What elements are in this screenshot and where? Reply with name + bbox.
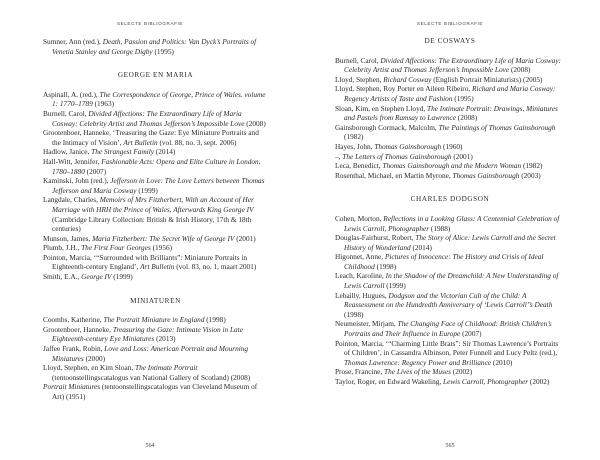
- right-page: [300, 0, 600, 460]
- entry-title: The Intimate Portrait: [135, 363, 198, 373]
- bibliography-entry: [43, 272, 268, 282]
- bibliography-entry: [43, 157, 268, 176]
- entry-details: (1995): [452, 93, 474, 103]
- entry-author: Pointon, Marcia, ‘“Charming Little Brats”: Sir Thomas Lawrence’s Portraits of Children’, in Cassandra Albinson, Peter Funnell and Lucy Peltz (red.),: [335, 338, 559, 358]
- entry-details: (2014): [154, 147, 176, 157]
- entry-details: (2010): [491, 357, 513, 367]
- entry-author: Sloan, Kim, en Stephen Lloyd,: [335, 103, 428, 113]
- bibliography-entry: [335, 152, 565, 162]
- bibliography-entry: [335, 142, 565, 152]
- entry-title: Fashionable Acts: Opera and Elite Culture in London, 1780–1880: [52, 156, 261, 176]
- running-head: SELECTE BIBLIOGRAFIE: [416, 21, 484, 26]
- entry-details: (vol. 88, no. 3, sept. 2006): [157, 137, 237, 147]
- entry-details: (vol. 83, no. 1, maart 2001): [174, 262, 257, 272]
- entry-title: Thomas Lawrence: Regency Power and Brilliance: [344, 357, 492, 367]
- entry-author: Coombs, Katherine,: [43, 315, 104, 325]
- entry-author: Kaminski, John (red.),: [43, 176, 111, 186]
- entry-author: Grootenboer, Hanneke,: [43, 324, 113, 334]
- bibliography-entry: [335, 377, 565, 387]
- entry-title: In the Shadow of the Dreamchild: A New Understanding of Lewis Carroll: [344, 271, 559, 291]
- entry-author: Leach, Karoline,: [335, 271, 386, 281]
- bibliography-entry: [335, 214, 565, 233]
- entry-title: Thomas Gainsborough: [452, 170, 520, 180]
- entry-details: (2007): [460, 329, 482, 339]
- entry-author: Burnell, Carol,: [43, 108, 89, 118]
- entry-author: Hadlow, Janice,: [43, 147, 92, 157]
- entry-details: (tentoonstellingscatalogus van Cleveland Museum of Art) (1951): [52, 382, 258, 401]
- bibliography-entry: [335, 233, 565, 252]
- entry-author: Cohen, Morton,: [335, 213, 384, 223]
- entry-details: (2008): [509, 65, 531, 75]
- entry-title: The Portrait Miniature in England: [103, 315, 205, 325]
- entry-details: (2002): [450, 367, 473, 377]
- entry-title: Maria Fitzherbert: The Secret Wife of George IV: [92, 233, 235, 243]
- entry-author: Leca, Benedict,: [335, 161, 383, 171]
- entry-title: Divided Affections: The Extraordinary Life of Maria Cosway: Celebrity Artist and Thomas Jefferson’s Impossible Love: [52, 108, 245, 128]
- entry-details: (1956): [150, 243, 173, 253]
- bibliography-entry: [43, 195, 268, 233]
- bibliography-entry: [43, 176, 268, 195]
- entry-details: (1995): [152, 46, 174, 56]
- entry-author: Hall-Witt, Jennifer,: [43, 156, 102, 166]
- entry-title: The Story of Alice: Lewis Carroll and the Secret History of Wonderland: [344, 233, 556, 252]
- entry-title: Treasuring the Gaze: Intimate Vision in Late Eighteenth-century Eye Miniatures: [52, 324, 243, 344]
- entry-author: Smith, E.A.,: [43, 272, 82, 282]
- entry-details: (1982): [344, 132, 364, 142]
- entry-details: (1998): [344, 309, 364, 319]
- bibliography-entry: [335, 84, 565, 103]
- entry-author: Lloyd, Stephen, en Kim Sloan,: [43, 363, 136, 373]
- entry-details: (1998): [374, 261, 397, 271]
- bibliography-entry: [335, 271, 565, 290]
- entry-author: Plumb, J.H.,: [43, 243, 82, 253]
- bibliography-entry: [43, 90, 268, 109]
- entry-author: Higonnet, Anne,: [335, 252, 385, 262]
- entry-title: The Intimate Portrait: Drawings, Miniatures and Pastels from Ramsay to Lawrence: [344, 103, 558, 123]
- bibliography-entry: [43, 109, 268, 128]
- entry-author: Lloyd, Stephen,: [335, 74, 384, 84]
- entry-title: Divided Affections: The Extraordinary Life of Maria Cosway: Celebrity Artist and Thomas Jefferson’s Impossible Love: [344, 55, 561, 75]
- entry-details: (1988): [429, 223, 451, 233]
- section-heading: GEORGE EN MARIA: [117, 71, 194, 80]
- section-heading: DE COSWAYS: [424, 37, 476, 45]
- page-number: 564: [145, 442, 155, 449]
- entry-author: Jaffee Frank, Robin,: [43, 344, 105, 354]
- entry-author: Burnell, Carol,: [335, 55, 381, 65]
- entry-details: (2000): [83, 353, 106, 363]
- entry-details: (2014): [410, 242, 432, 252]
- bibliography-entry: [335, 319, 565, 338]
- entry-details: (2001): [451, 151, 473, 161]
- entry-author: Pointon, Marcia, ‘“Surrounded with Brilliants”: Miniature Portraits in Eighteenth-century England’,: [43, 252, 248, 272]
- entry-author: Aspinall, A. (red.),: [43, 89, 100, 99]
- bibliography-entry: [335, 123, 565, 142]
- entry-title: The Lives of the Muses: [384, 367, 451, 377]
- entry-title: Death, Passion and Politics: Van Dyck’s Portraits of Venetia Stanley and George Digby: [52, 37, 257, 56]
- entry-details: (1998): [204, 315, 226, 325]
- entry-author: Lloyd, Stephen, Roy Porter en Aileen Ribeiro,: [335, 84, 472, 94]
- entry-title: Art Bulletin: [123, 137, 158, 147]
- entry-title: Jefferson in Love: The Love Letters between Thomas Jefferson and Maria Cosway: [52, 176, 265, 195]
- entry-details: (tentoonstellingscatalogus van National Gallery of Scotland) (2008): [52, 372, 251, 382]
- entry-details: (2008): [455, 113, 478, 123]
- entry-author: Sumner, Ann (red.),: [43, 37, 103, 46]
- entry-author: Prose, Francine,: [335, 367, 385, 377]
- entry-author: Hayes, John,: [335, 141, 375, 151]
- running-head: SELECTE BIBLIOGRAFIE: [116, 21, 184, 26]
- entry-title: The First Four Georges: [81, 243, 151, 253]
- bibliography-entry: [43, 382, 268, 401]
- bibliography-entry: [335, 367, 565, 377]
- bibliography-entry: [335, 252, 565, 271]
- entry-title: Art Bulletin: [140, 262, 175, 272]
- entry-author: Munson, James,: [43, 233, 93, 243]
- entry-title: The Paintings of Thomas Gainsborough: [438, 122, 556, 132]
- bibliography-entry: [335, 56, 565, 75]
- entry-author: Grootenboer, Hanneke, ‘Treasuring the Gaze: Eye Miniature Portraits and the Intimacy of Vision’,: [43, 128, 259, 147]
- entry-details: (Cambridge Library Collection: British & Irish History, 17th & 18th centuries): [52, 214, 252, 234]
- bibliography-entry: [335, 161, 565, 171]
- bibliography-entry: [335, 339, 565, 368]
- entry-details: (2002): [528, 377, 550, 386]
- bibliography-entry: [335, 291, 565, 320]
- entry-title: Reflections in a Looking Glass: A Centennial Celebration of Lewis Carroll, Photographer: [344, 213, 560, 233]
- entry-title: Thomas Gainsborough: [374, 141, 442, 151]
- entry-author: Langdale, Charles,: [43, 195, 100, 205]
- entry-details: (2013): [154, 334, 176, 344]
- page-number: 565: [445, 442, 455, 449]
- bibliography-entry: [43, 363, 268, 382]
- bibliography-entry: [43, 243, 268, 253]
- bibliography-entry: [43, 128, 268, 147]
- entry-title: Thomas Gainsborough and the Modern Woman: [382, 161, 522, 171]
- entry-title: The Changing Face of Childhood: British Children’s Portraits and Their Influence in Europe: [344, 319, 552, 339]
- entry-title: Dodgson and the Victorian Cult of the Child: A Reassessment on the Hundredth Anniversary of ‘Lewis Carroll’’s Death: [344, 290, 553, 310]
- bibliography-entry: [335, 171, 565, 181]
- entry-title: Portrait Miniatures: [43, 382, 101, 392]
- entry-author: Lebailly, Hugues,: [335, 290, 389, 300]
- entry-title: The Letters of Thomas Gainsborough: [342, 151, 452, 161]
- entry-author: Taylor, Roger, en Edward Wakeling,: [335, 377, 444, 386]
- entry-details: (2001): [234, 233, 256, 243]
- entry-author: Douglas-Fairhurst, Robert,: [335, 233, 416, 243]
- bibliography-body: [335, 37, 565, 387]
- entry-details: (2008): [244, 118, 266, 128]
- bibliography-entry: [43, 253, 268, 272]
- entry-author: Gainsborough Cormack, Malcolm,: [335, 122, 439, 132]
- entry-details: (1963): [92, 99, 115, 109]
- entry-details: (1999): [384, 281, 406, 291]
- entry-title: Lewis Carroll, Photographer: [443, 377, 529, 386]
- bibliography-entry: [43, 325, 268, 344]
- entry-details: (1982): [521, 161, 543, 171]
- entry-title: Richard Cosway: [383, 74, 432, 84]
- entry-details: (1999): [136, 185, 158, 195]
- entry-author: Neumeister, Mirjam,: [335, 319, 398, 329]
- bibliography-entry: [43, 315, 268, 325]
- entry-title: George IV: [81, 272, 112, 282]
- section-heading: CHARLES DODGSON: [410, 195, 490, 204]
- bibliography-entry: [43, 234, 268, 244]
- entry-details: (2007): [84, 166, 107, 176]
- entry-title: Pictures of Innocence: The History and Crisis of Ideal Childhood: [344, 252, 544, 271]
- entry-title: Love and Loss: American Portrait and Mourning Miniatures: [52, 344, 249, 363]
- entry-author: Rosenthal, Michael, en Martin Myrone,: [335, 170, 453, 180]
- entry-title: Memoirs of Mrs Fitzherbert, With an Account of Her Marriage with HRH the Prince of Wales, Afterwards King George IV: [52, 195, 254, 214]
- entry-details: (1999): [111, 272, 133, 282]
- entry-title: The Strangest Family: [91, 147, 155, 157]
- entry-details: (English Portrait Miniaturists) (2005): [431, 74, 543, 84]
- bibliography-entry: [43, 147, 268, 157]
- bibliography-entry: [43, 37, 268, 56]
- entry-title: Richard and Maria Cosway: Regency Artists of Taste and Fashion: [344, 84, 556, 103]
- bibliography-entry: [335, 75, 565, 85]
- entry-details: (2003): [519, 170, 541, 180]
- section-heading: MINIATUREN: [130, 296, 181, 305]
- bibliography-body: [43, 37, 268, 402]
- entry-title: The Correspondence of George, Prince of Wales. volume 1: 1770–1789: [52, 89, 266, 109]
- bibliography-entry: [43, 344, 268, 363]
- bibliography-entry: [335, 104, 565, 123]
- entry-details: (1960): [441, 141, 463, 151]
- entry-author: –,: [335, 151, 343, 161]
